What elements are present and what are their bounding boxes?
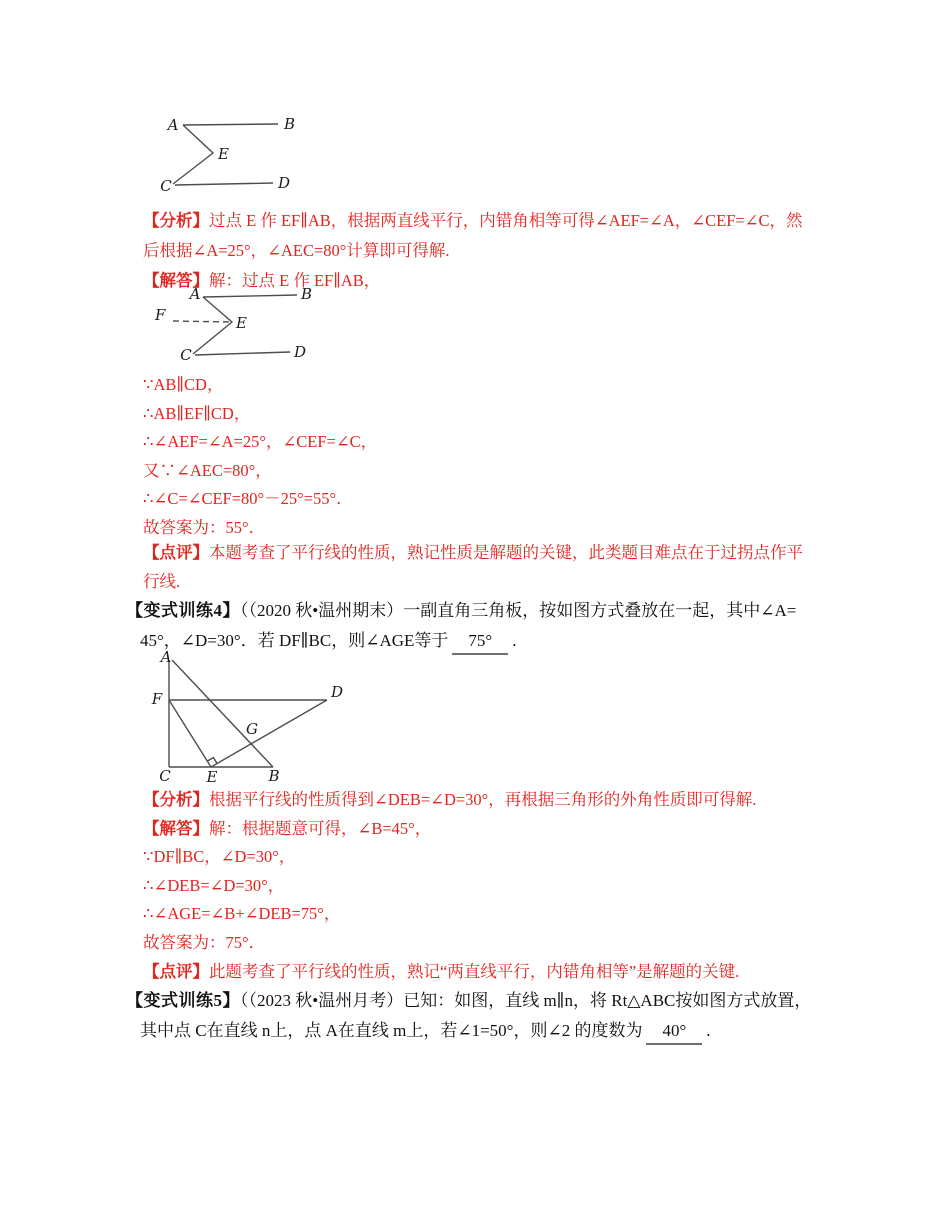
point-label-C: C [159,767,171,785]
figure-zigzag-1 [145,105,315,205]
point-label-F: F [151,690,163,708]
review-1 [143,539,803,596]
analysis-label: 【分析】 [143,790,209,809]
point-label-E: E [206,768,218,786]
point-label-F: F [155,306,166,324]
step-line: 故答案为：55°． [143,517,266,537]
point-label-D: D [331,683,344,701]
line-AB [203,295,297,297]
point-label-C: C [180,346,192,364]
point-label-E: E [236,314,247,332]
review-2: 【点评】此题考查了平行线的性质，熟记“两直线平行，内错角相等”是解题的关键. [143,961,740,981]
step-line: 又∵∠AEC=80°， [143,460,272,480]
line-FE [169,700,211,767]
solution-block-2 [143,786,756,986]
exercise-4-line-1: 【变式训练4】（（2020 秋•温州期末）一副直角三角板，按如图方式叠放在一起，其中∠A= [126,601,797,620]
analysis-2: 【分析】根据平行线的性质得到∠DEB=∠D=30°，再根据三角形的外角性质即可得解. [143,790,757,809]
analysis-label: 【分析】 [143,211,209,230]
review-label: 【点评】 [143,543,209,562]
answer-blank-40: 40° [646,1019,702,1045]
point-label-B: B [284,115,296,133]
exercise-5-label: 【变式训练5】 [126,991,240,1010]
step-line: ∵DF∥BC，∠D=30°， [143,847,296,867]
step-line: 故答案为：75°． [143,932,266,952]
review-1-line-2: 行线. [143,571,181,591]
solution-intro-1: 【解答】解：过点 E 作 EF∥AB， [143,271,381,290]
line-AB [172,660,273,767]
point-label-E: E [218,145,229,163]
solution-steps-1 [143,371,377,543]
figure-set-squares [145,650,355,790]
step-line: ∴∠AEF=∠A=25°，∠CEF=∠C， [143,432,378,452]
exercise-4-header [126,596,796,656]
exercise-4-line-2: 45°，∠D=30°．若 DF∥BC，则∠AGE等于 75° . [126,626,796,656]
point-label-B: B [268,767,280,785]
review-label: 【点评】 [143,961,209,981]
line-CD [175,183,273,185]
solution-label: 【解答】 [143,818,209,838]
solution-label: 【解答】 [143,271,209,290]
line-CD [195,352,290,355]
solution-intro-2: 【解答】解：根据题意可得，∠B=45°， [143,818,432,838]
point-label-D: D [278,174,291,192]
point-label-C: C [160,177,172,195]
line-AEC [173,125,213,184]
step-line: ∴∠DEB=∠D=30°， [143,875,285,895]
point-label-A: A [167,116,179,134]
exercise-4-label: 【变式训练4】 [126,601,240,620]
point-label-D: D [294,343,307,361]
step-line: ∴∠C=∠CEF=80°－25°=55°． [143,489,353,509]
step-line: ∴∠AGE=∠B+∠DEB=75°， [143,904,341,924]
answer-blank-75: 75° [452,629,508,655]
point-label-A: A [189,285,201,303]
exercise-5-line-1: 【变式训练5】（（2023 秋•温州月考）已知：如图，直线 m∥n，将 Rt△ABC按如图方式放置， [126,991,812,1010]
step-line: ∵AB∥CD， [143,375,224,394]
analysis-1-line-1: 【分析】过点 E 作 EF∥AB，根据两直线平行，内错角相等可得∠AEF=∠A，∠CEF=∠C，然 [143,211,803,230]
line-AB [183,124,278,125]
figure-zigzag-2-with-EF [150,283,320,373]
line-AEC [193,297,232,354]
exercise-5-header [126,986,811,1046]
review-1-line-1: 【点评】本题考查了平行线的性质，熟记性质是解题的关键，此类题目难点在于过拐点作平 [143,543,803,562]
dashed-line-FE [173,321,230,322]
analysis-1 [143,206,803,266]
analysis-1-line-2: 后根据∠A=25°，∠AEC=80°计算即可得解. [143,241,450,260]
point-label-B: B [301,285,313,303]
point-label-A: A [160,650,172,666]
line-DE [211,700,327,767]
step-line: ∴AB∥EF∥CD， [143,403,251,423]
point-label-G: G [246,720,258,738]
exercise-5-line-2: 其中点 C在直线 n上，点 A在直线 m上，若∠1=50°，则∠2 的度数为 40° . [126,1016,811,1046]
